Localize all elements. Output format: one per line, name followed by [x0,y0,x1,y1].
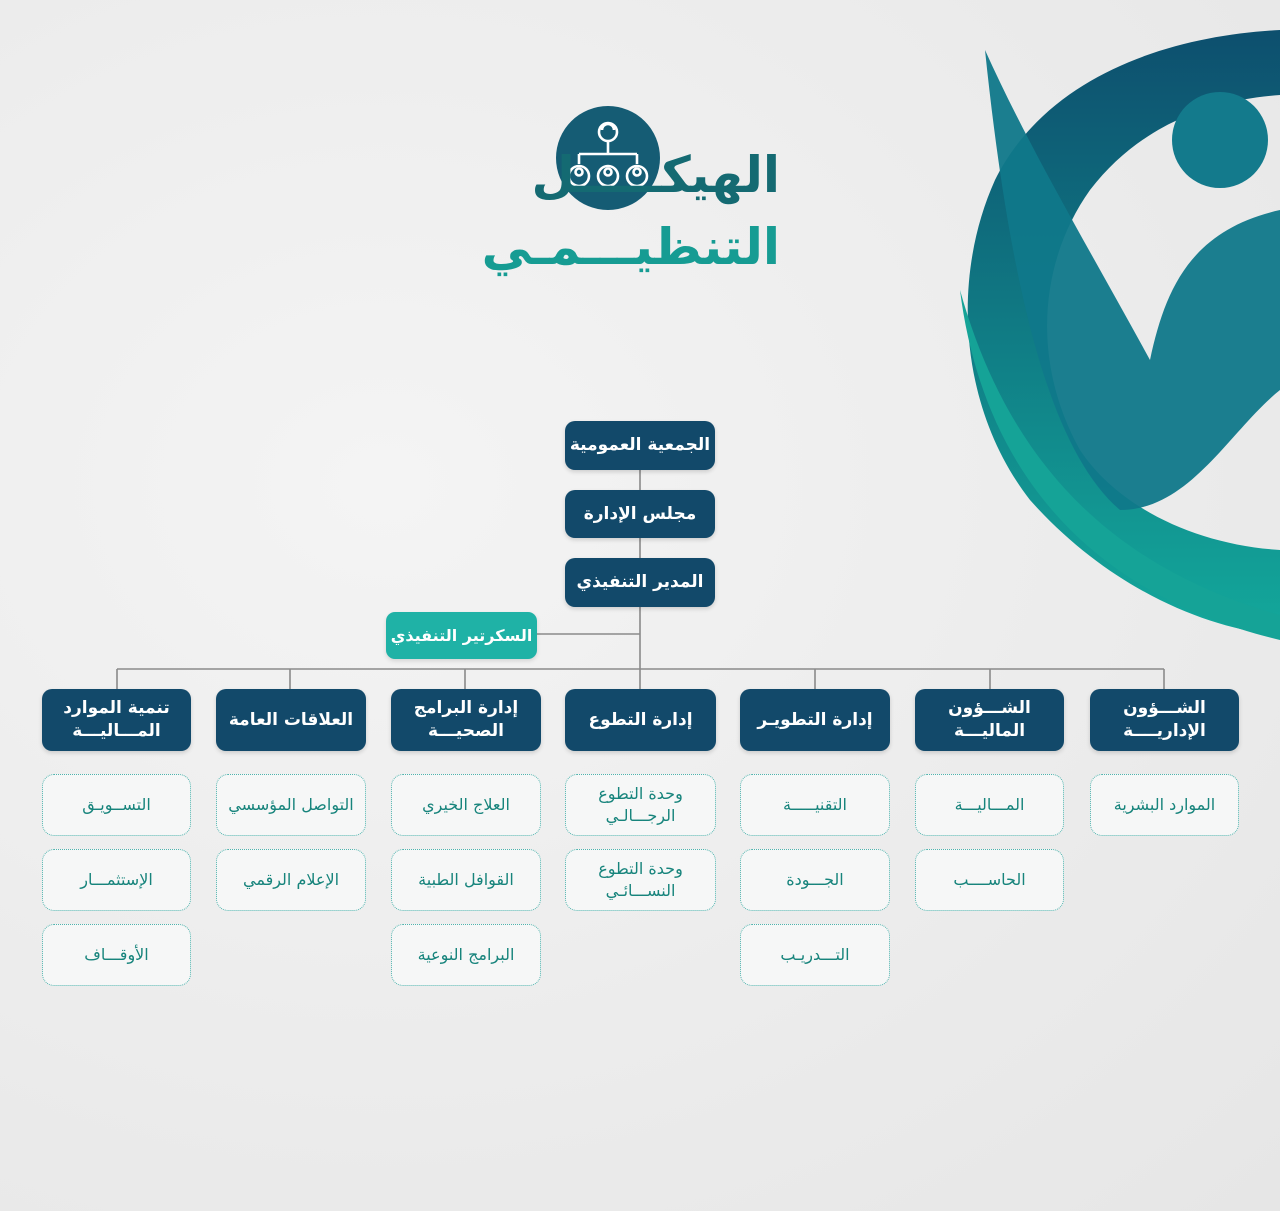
board-label: مجلس الإدارة [583,503,697,524]
department-box [42,689,191,751]
unit-box [565,774,716,836]
department-label-line2: المـــاليـــة [72,721,161,741]
unit-label-line1: الإعلام الرقمي [242,870,340,890]
unit-label-line2: النســـائـي [605,881,676,900]
department-label-line1: تنمية الموارد [63,698,170,719]
unit-box [42,924,191,986]
unit-label-line1: الأوقـــاف [84,945,149,965]
unit-label-line1: الجـــودة [786,870,844,890]
unit-label-line1: القوافل الطبية [418,870,514,890]
department-box [1090,689,1239,751]
unit-label-line1: الإستثمـــار [80,870,153,890]
unit-label-line1: الموارد البشرية [1113,795,1216,815]
unit-box [42,849,191,911]
unit-box [216,774,366,836]
unit-box [915,849,1064,911]
executive-secretary-box [386,612,537,659]
department-label-line1: إدارة التطوع [588,709,693,730]
department-box [565,689,716,751]
department-label-line1: إدارة التطويـر [757,709,873,730]
unit-label-line1: التواصل المؤسسي [228,795,354,815]
unit-box [391,849,541,911]
unit-box [915,774,1064,836]
department-label-line1: إدارة البرامج [413,698,519,719]
unit-box [740,774,890,836]
unit-box [1090,774,1239,836]
unit-label-line1: المـــاليـــة [954,795,1025,815]
department-box [391,689,541,751]
general-assembly-label: الجمعية العمومية [569,435,711,456]
department-label-line1: الشـــؤون [1123,698,1206,719]
unit-label-line1: التســويـق [82,795,151,815]
department-label-line1: الشـــؤون [948,698,1031,719]
department-label-line2: الماليـــة [953,721,1026,741]
general-assembly-box [565,421,715,470]
department-label-line2: الصحيـــة [428,721,504,741]
unit-label-line1: البرامج النوعية [417,945,515,965]
unit-box [391,774,541,836]
department-box [740,689,890,751]
unit-label-line1: العلاج الخيري [422,795,510,815]
unit-box [740,849,890,911]
department-label-line1: العلاقات العامة [228,709,354,730]
unit-label-line1: التـــدريـب [780,945,850,965]
unit-box [565,849,716,911]
unit-box [42,774,191,836]
department-label-line2: الإداريــــة [1123,721,1206,741]
unit-label-line1: التقنيـــــة [783,795,847,815]
executive-secretary-label: السكرتير التنفيذي [390,625,533,645]
unit-label-line2: الرجـــالـي [605,806,676,825]
unit-label-line1: الحاســــب [953,870,1026,890]
unit-box [391,924,541,986]
unit-box [740,924,890,986]
board-box [565,490,715,538]
executive-director-box [565,558,715,607]
department-box [216,689,366,751]
unit-label-line1: وحدة التطوع [598,859,683,879]
unit-box [216,849,366,911]
executive-director-label: المدير التنفيذي [576,572,704,593]
unit-label-line1: وحدة التطوع [598,784,683,804]
title-line-1: الهيكـــــل [531,146,780,204]
title-line-2: التنظيـــمـي [481,218,780,276]
department-box [915,689,1064,751]
